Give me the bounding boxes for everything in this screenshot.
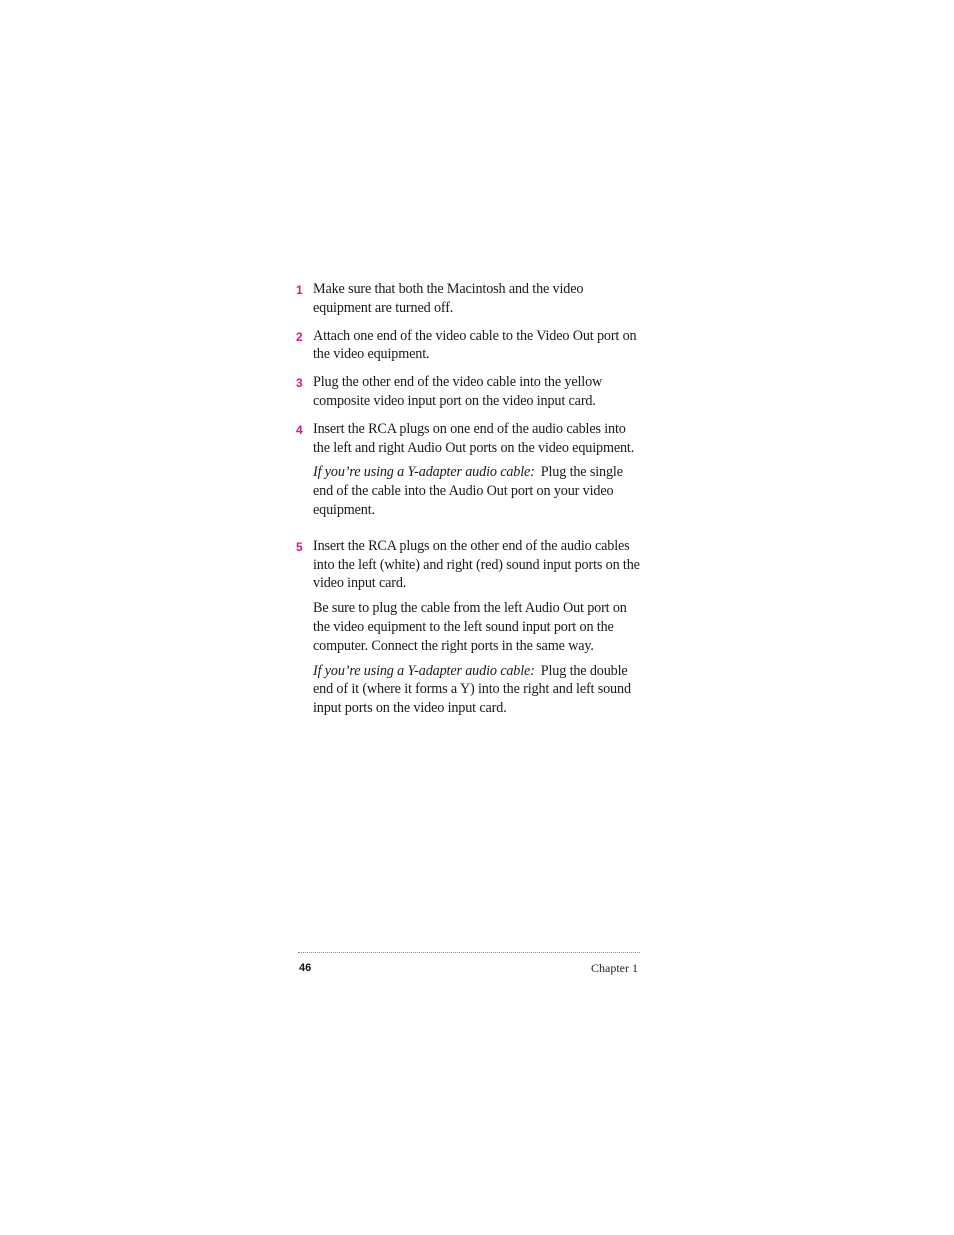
footer-divider (298, 952, 640, 953)
step-text: Insert the RCA plugs on one end of the audio cables into the left and right Audio Out ports on the video equipment. (313, 420, 635, 456)
step-text: Make sure that both the Macintosh and the video equipment are turned off. (313, 281, 584, 316)
instructions-list (296, 280, 640, 718)
step-2 (296, 327, 640, 365)
step-number: 1 (296, 283, 303, 297)
step-number: 4 (296, 422, 303, 437)
step-3 (296, 373, 640, 411)
step-note (313, 463, 640, 519)
note-lead-in: If you’re using a Y-adapter audio cable: (313, 464, 535, 481)
step-number: 3 (296, 376, 303, 391)
note-text: Plug the double end of it (where it forms a Y) into the right and left sound input ports on the video input card. (313, 662, 631, 717)
step-detail: Be sure to plug the cable from the left Audio Out port on the video equipment to the left sound input port on the computer. Connect the right ports in the same way. (313, 600, 627, 654)
step-text: Attach one end of the video cable to the Video Out port on the video equipment. (313, 327, 637, 363)
step-text: Plug the other end of the video cable into the yellow composite video input port on the video input card. (313, 374, 603, 409)
chapter-label: Chapter 1 (591, 961, 638, 975)
page-number: 46 (299, 962, 312, 974)
step-5 (296, 537, 640, 718)
step-note (313, 662, 640, 718)
step-number: 5 (296, 539, 303, 554)
note-text: Plug the single end of the cable into the Audio Out port on your video equipment. (313, 464, 623, 518)
step-4 (296, 420, 640, 520)
step-number: 2 (296, 329, 303, 344)
step-1 (296, 280, 640, 318)
note-lead-in: If you’re using a Y-adapter audio cable: (313, 662, 535, 679)
step-text: Insert the RCA plugs on the other end of the audio cables into the left (white) and right (red) sound input ports on the video input card. (313, 537, 640, 592)
